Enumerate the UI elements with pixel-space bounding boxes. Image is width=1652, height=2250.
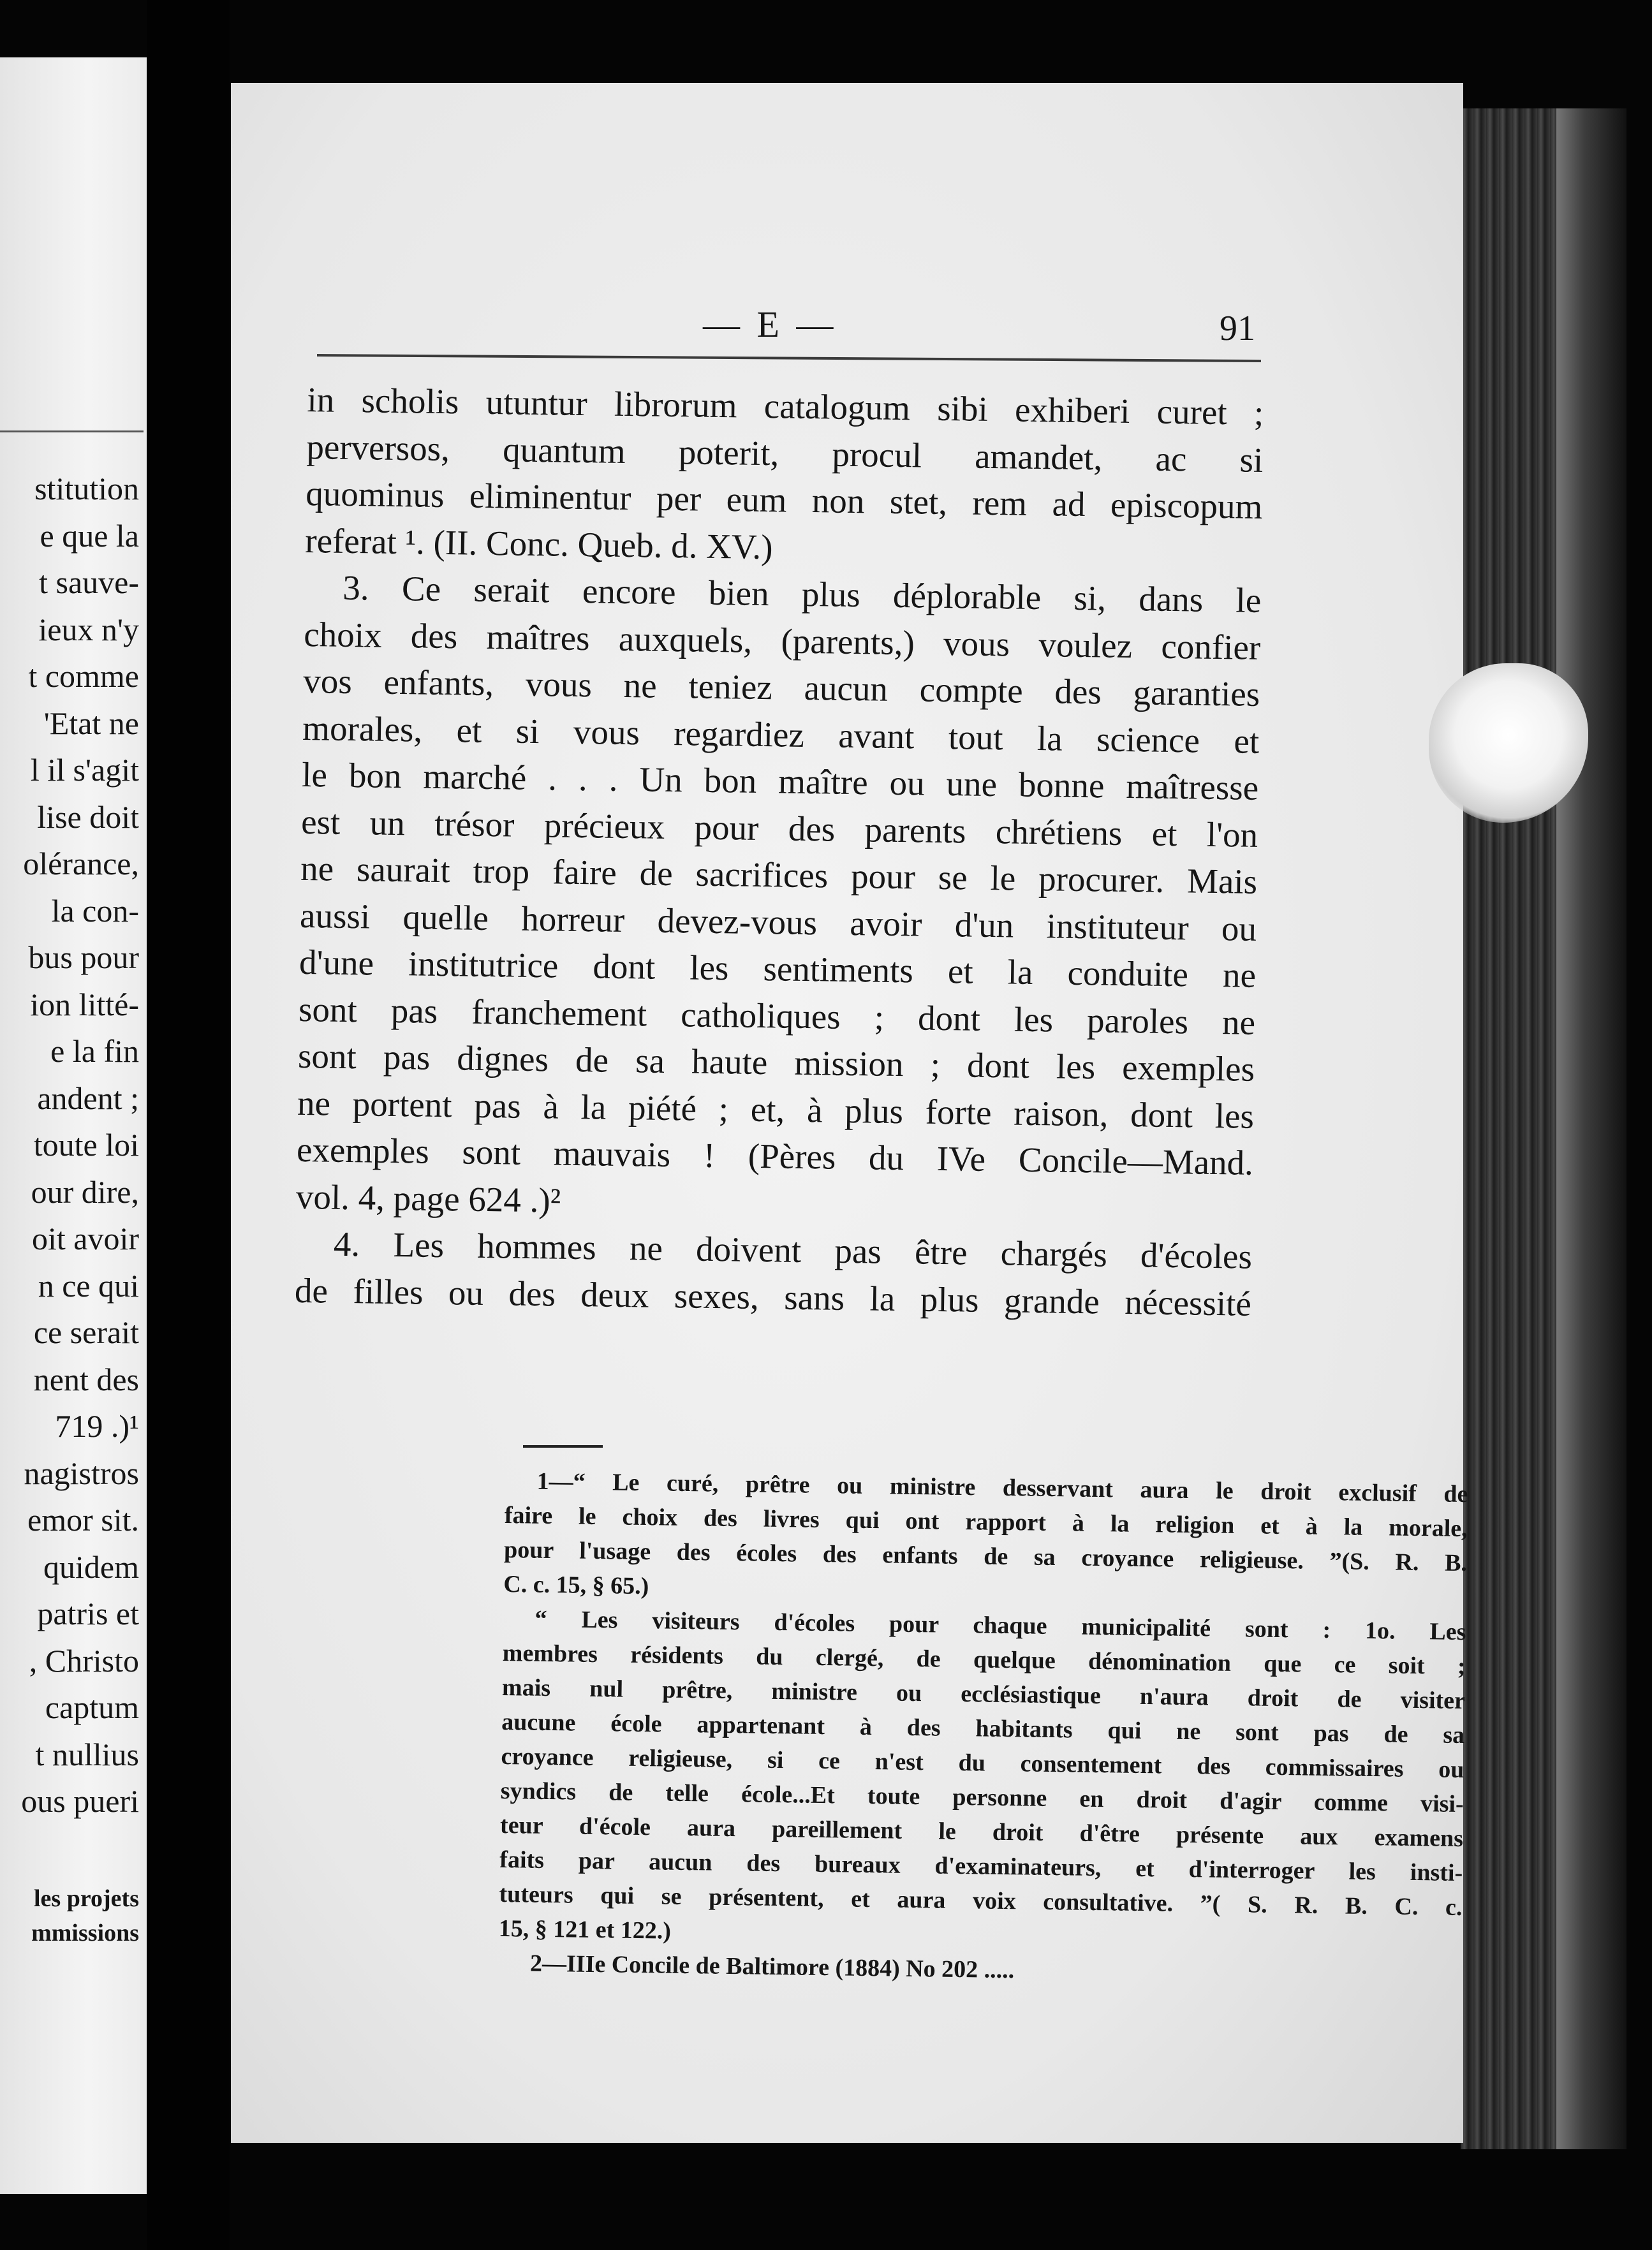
facing-page-line (0, 888, 139, 935)
facing-page-note-line (0, 1881, 139, 1916)
facing-page-line (0, 1497, 139, 1544)
body-line-text: le bon marché . . . Un bon maître ou une bonne maîtresse (301, 754, 1259, 807)
facing-page-line (0, 1732, 139, 1779)
header-rule (317, 354, 1261, 362)
facing-page-line (0, 841, 139, 888)
facing-page-line (0, 653, 139, 700)
facing-page-line (0, 934, 139, 982)
facing-page-line-text: stitution (34, 471, 139, 506)
facing-page-notes (0, 1881, 139, 1950)
facing-page-line (0, 1450, 139, 1497)
footnote-line-text: teur d'école aura pareillement le droit d'être présente aux examens (499, 1811, 1464, 1853)
body-line-text: d'une institutrice dont les sentiments et la conduite ne (299, 942, 1257, 995)
facing-page-note-line-text: mmissions (31, 1920, 139, 1946)
facing-page-line (0, 747, 139, 794)
facing-page-text (0, 466, 139, 1825)
body-line-text: ne saurait trop faire de sacrifices pour se le procurer. Mais (300, 848, 1258, 901)
body-line-text: 4. Les hommes ne doivent pas être chargés d'écoles (333, 1224, 1253, 1276)
body-line-text: morales, et si vous regardiez avant tout la science et (302, 708, 1260, 761)
facing-page-line (0, 1216, 139, 1263)
footnote-line-text: membres résidents du clergé, de quelque dénomination que ce soit ; (502, 1639, 1466, 1680)
facing-page-line-text: 719 .)¹ (55, 1408, 139, 1444)
facing-page-line-text: quidem (43, 1548, 139, 1585)
facing-page-line (0, 794, 139, 841)
facing-page-line (0, 1122, 139, 1169)
facing-page-line-text: bus pour (28, 939, 139, 975)
facing-page-line-text: nagistros (24, 1455, 139, 1491)
footnote-line-text: aucune école appartenant à des habitants qui ne sont pas de sa (501, 1708, 1465, 1749)
body-line-text: quominus eliminentur per eum non stet, rem ad episcopum (306, 473, 1263, 526)
facing-page-line (0, 1403, 139, 1450)
footnote-line-text: syndics de telle école...Et toute personne en droit d'agir comme visi- (500, 1777, 1464, 1818)
facing-page-line (0, 559, 139, 607)
body-line-text: vol. 4, page 624 .)² (295, 1177, 561, 1220)
facing-page-line-text: andent ; (37, 1080, 139, 1116)
body-line-text: sont pas dignes de sa haute mission ; dont les exemples (297, 1036, 1255, 1089)
book-gutter (147, 0, 230, 2250)
footnotes (498, 1464, 1468, 1994)
facing-page-rule (0, 430, 144, 432)
footnote-line-text: tuteurs qui se présentent, et aura voix consultative. ”( S. R. B. C. c. (499, 1880, 1463, 1922)
facing-page-line-text: t sauve- (39, 564, 139, 600)
body-line-text: aussi quelle horreur devez-vous avoir d'un instituteur ou (299, 895, 1257, 948)
facing-page-line (0, 982, 139, 1029)
facing-page-line (0, 1591, 139, 1638)
facing-page-line-text: ion litté- (30, 986, 139, 1022)
footnote-line-text: pour l'usage des écoles des enfants de sa croyance religieuse. ”(S. R. B. (503, 1536, 1468, 1577)
footnote-line-text: 1—“ Le curé, prêtre ou ministre desservant aura le droit exclusif de (536, 1467, 1468, 1508)
facing-page-line (0, 1544, 139, 1591)
facing-page-line (0, 1169, 139, 1216)
footnote-line-text: faire le choix des livres qui ont rapport à la religion et à la morale, (504, 1501, 1468, 1543)
body-line-text: de filles ou des deux sexes, sans la plus grande nécessité (294, 1270, 1252, 1323)
footnote-line-text: 2—IIIe Concile de Baltimore (1884) No 202 ..... (529, 1950, 1015, 1984)
facing-page-line-text: ous pueri (21, 1783, 139, 1819)
facing-page-line (0, 1075, 139, 1122)
footnote-line-text: faits par aucun des bureaux d'examinateurs, et d'interroger les insti- (499, 1846, 1463, 1887)
body-line-text: exemples sont mauvais ! (Pères du IVe Concile—Mand. (296, 1129, 1254, 1182)
facing-page-line (0, 466, 139, 513)
facing-page-line-text: lise doit (37, 798, 139, 835)
facing-page-line-text: captum (45, 1689, 139, 1725)
footnote-line-text: 15, § 121 et 122.) (498, 1915, 672, 1945)
facing-page-line-text: toute loi (33, 1127, 139, 1163)
facing-page-line-text: la con- (51, 892, 139, 929)
facing-page-line-text: nent des (33, 1361, 139, 1397)
facing-page-line-text: n ce qui (38, 1267, 139, 1304)
body-line-text: in scholis utuntur librorum catalogum sibi exhiberi curet ; (307, 379, 1264, 432)
facing-page-line-text: 'Etat ne (43, 705, 139, 741)
book-page (231, 83, 1468, 2143)
body-line-text: perversos, quantum poterit, procul amandet, ac si (306, 427, 1264, 480)
facing-page-line (0, 1638, 139, 1685)
facing-page-left (0, 57, 147, 2194)
facing-page-line (0, 1028, 139, 1075)
facing-page-line-text: ce serait (33, 1314, 139, 1350)
facing-page-line-text: our dire, (31, 1173, 139, 1210)
body-line-text: 3. Ce serait encore bien plus déplorable si, dans le (342, 568, 1262, 620)
body-line-text: est un trésor précieux pour des parents chrétiens et l'on (300, 802, 1258, 855)
footnote-line-text: C. c. 15, § 65.) (503, 1570, 649, 1600)
facing-page-line-text: e la fin (50, 1033, 139, 1069)
facing-page-line-text: t nullius (35, 1736, 139, 1772)
facing-page-line-text: oit avoir (31, 1221, 139, 1256)
footnote-line-text: mais nul prêtre, ministre ou ecclésiastique n'aura droit de visiter (501, 1673, 1466, 1715)
body-line-text: sont pas franchement catholiques ; dont les paroles ne (298, 989, 1256, 1042)
running-head: — E — (703, 304, 837, 345)
facing-page-line-text: , Christo (29, 1642, 139, 1679)
facing-page-line-text: ieux n'y (38, 611, 139, 647)
page-header (231, 303, 1463, 348)
page-edges (1461, 108, 1626, 2149)
facing-page-line-text: emor sit. (27, 1502, 139, 1538)
body-text (294, 376, 1264, 1327)
body-line-text: choix des maîtres auxquels, (parents,) vous voulez confier (303, 614, 1261, 667)
facing-page-line (0, 1263, 139, 1310)
footnote-line-text: croyance religieuse, si ce n'est du consentement des commissaires ou (501, 1742, 1464, 1784)
body-line-text: referat ¹. (II. Conc. Queb. d. XV.) (304, 520, 774, 566)
facing-page-line (0, 1309, 139, 1357)
facing-page-line-text: olérance, (23, 846, 139, 881)
facing-page-note-line (0, 1916, 139, 1950)
facing-page-line (0, 607, 139, 654)
facing-page-line (0, 1778, 139, 1825)
facing-page-line (0, 513, 139, 560)
page-number: 91 (1220, 309, 1255, 348)
facing-page-line (0, 1357, 139, 1404)
footnote-rule (523, 1445, 603, 1448)
facing-page-note-line-text: les projets (34, 1885, 139, 1912)
facing-page-line-text: patris et (37, 1596, 139, 1631)
facing-page-line-text: t comme (28, 658, 139, 694)
body-line-text: vos enfants, vous ne teniez aucun compte des garanties (302, 661, 1260, 714)
facing-page-line (0, 700, 139, 747)
body-line-text: ne portent pas à la piété ; et, à plus forte raison, dont les (297, 1083, 1255, 1136)
footnote-line-text: “ Les visiteurs d'écoles pour chaque municipalité sont : 1o. Les (535, 1605, 1466, 1646)
facing-page-line (0, 1684, 139, 1732)
facing-page-line-text: l il s'agit (30, 752, 139, 788)
facing-page-line-text: e que la (40, 517, 139, 554)
